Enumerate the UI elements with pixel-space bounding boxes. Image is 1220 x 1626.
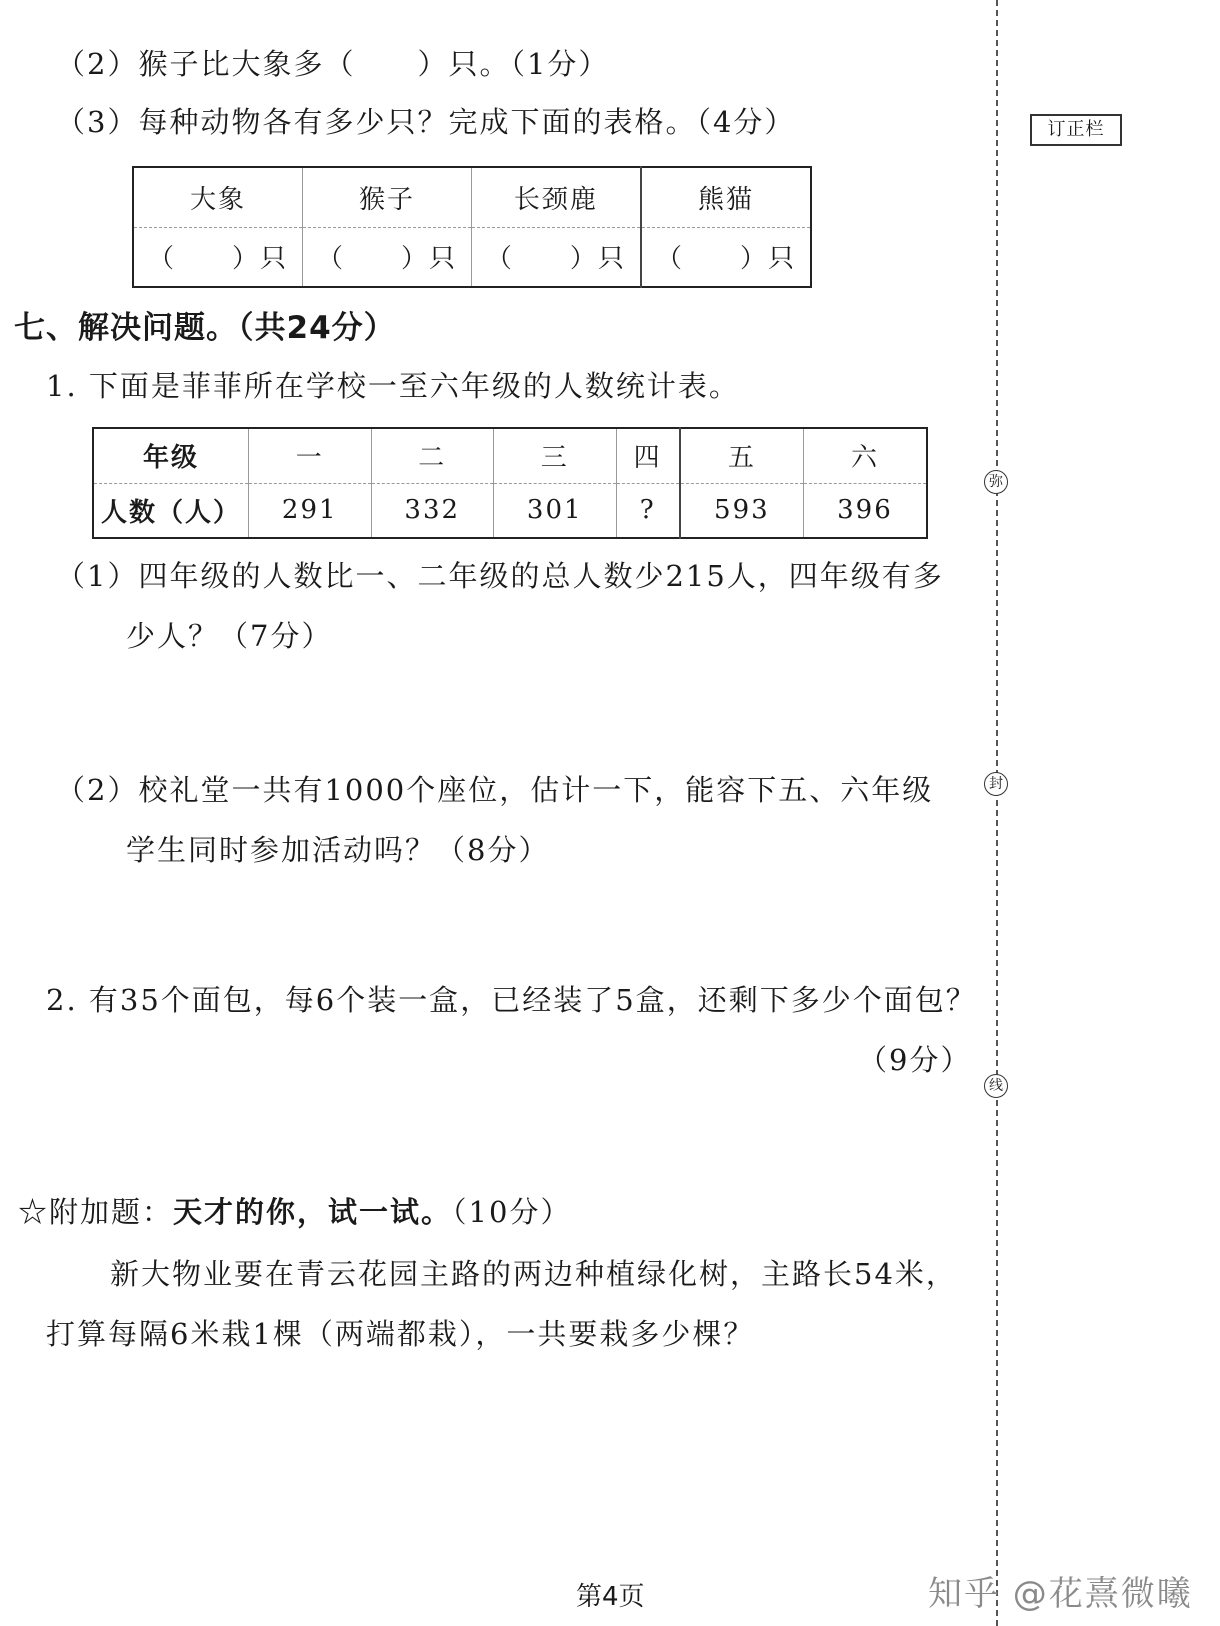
bonus-heading: [18, 1190, 571, 1231]
section-seven-heading: 七、解决问题。（共24分）: [14, 310, 396, 346]
star-icon: ☆: [18, 1195, 50, 1229]
question-animal-count: （3）每种动物各有多少只？完成下面的表格。（4分）: [56, 105, 796, 139]
animal-cell: （ ）只: [303, 227, 472, 287]
binding-dashed-line: [996, 0, 998, 1626]
animal-cell: （ ）只: [471, 227, 641, 287]
animal-header: 猴子: [303, 167, 472, 227]
grade-cell: ?: [616, 483, 680, 538]
animal-cell: （ ）只: [641, 227, 811, 287]
grade-table: [92, 427, 928, 539]
animal-header: 大象: [133, 167, 303, 227]
grade-cell: 四: [616, 428, 680, 483]
question-monkey-vs-elephant: （2）猴子比大象多（ ）只。（1分）: [56, 47, 610, 81]
bonus-label: 附加题：: [49, 1195, 174, 1229]
animal-header: 熊猫: [641, 167, 811, 227]
bonus-line2: 打算每隔6米栽1棵（两端都栽），一共要栽多少棵？: [46, 1317, 755, 1351]
grade-cell: 二: [371, 428, 494, 483]
bonus-score: （10分）: [452, 1195, 572, 1229]
bonus-line1: 新大物业要在青云花园主路的两边种植绿化树，主路长54米，: [110, 1257, 957, 1291]
grade-cell: 593: [680, 483, 804, 538]
grade-cell: 三: [494, 428, 617, 483]
margin-mark: 线: [984, 1074, 1008, 1098]
watermark: 知乎 @花熹微曦: [928, 1574, 1193, 1614]
margin-mark: 封: [984, 772, 1008, 796]
problem-1-q1-line2: 少人？（7分）: [126, 619, 333, 653]
grade-cell: 291: [249, 483, 372, 538]
problem-1-intro: 1. 下面是菲菲所在学校一至六年级的人数统计表。: [46, 369, 740, 403]
margin-mark: 弥: [984, 470, 1008, 494]
grade-cell: 六: [803, 428, 927, 483]
problem-2-text: 2. 有35个面包，每6个装一盒，已经装了5盒，还剩下多少个面包？: [46, 983, 977, 1017]
problem-2-score: （9分）: [858, 1043, 972, 1077]
animal-table: [132, 166, 812, 288]
grade-cell: 年级: [93, 428, 249, 483]
bonus-title: 天才的你，试一试。: [173, 1195, 453, 1229]
problem-1-q2-line2: 学生同时参加活动吗？（8分）: [126, 833, 550, 867]
grade-cell: 332: [371, 483, 494, 538]
problem-1-q2-line1: （2）校礼堂一共有1000个座位，估计一下，能容下五、六年级: [56, 773, 934, 807]
page-number: 第4页: [576, 1582, 645, 1612]
grade-cell: 396: [803, 483, 927, 538]
correction-box: 订正栏: [1030, 114, 1122, 146]
animal-cell: （ ）只: [147, 244, 288, 275]
grade-cell: 人数（人）: [100, 497, 241, 528]
grade-cell: 一: [249, 428, 372, 483]
problem-1-q1-line1: （1）四年级的人数比一、二年级的总人数少215人，四年级有多: [56, 559, 944, 593]
grade-cell: 301: [494, 483, 617, 538]
grade-cell: 五: [680, 428, 804, 483]
animal-header: 长颈鹿: [471, 167, 641, 227]
